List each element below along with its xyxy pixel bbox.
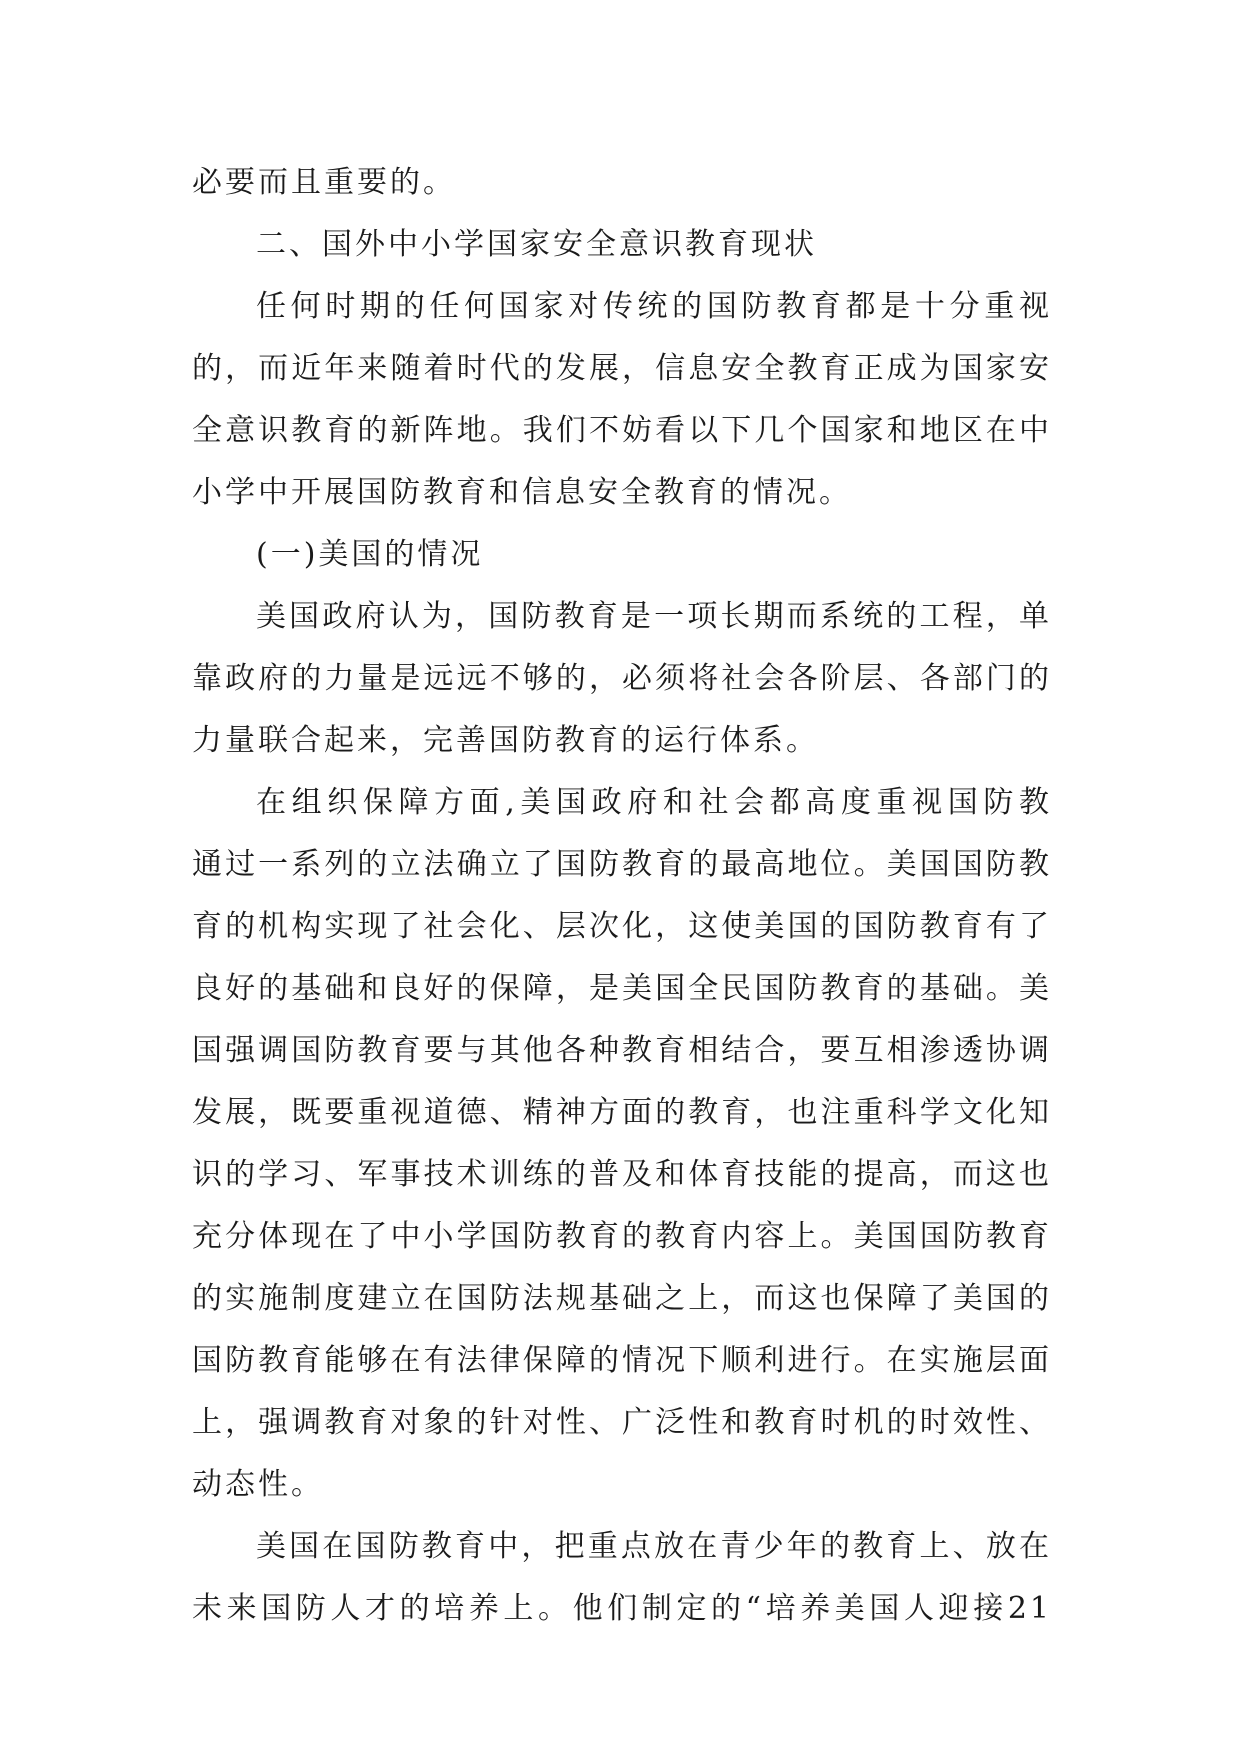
text-line: 上，强调教育对象的针对性、广泛性和教育时机的时效性、 — [192, 1405, 1052, 1440]
text-line: 良好的基础和良好的保障，是美国全民国防教育的基础。美 — [192, 971, 1052, 1006]
text-line: 育的机构实现了社会化、层次化，这使美国的国防教育有了 — [192, 909, 1052, 944]
text-line: 在组织保障方面,美国政府和社会都高度重视国防教 — [256, 785, 1052, 820]
text-line: 力量联合起来，完善国防教育的运行体系。 — [192, 723, 819, 758]
text-line: 美国政府认为，国防教育是一项长期而系统的工程，单 — [256, 599, 1052, 634]
text-line: 国强调国防教育要与其他各种教育相结合，要互相渗透协调 — [192, 1033, 1052, 1068]
text-line: 小学中开展国防教育和信息安全教育的情况。 — [192, 475, 852, 510]
text-line: 必要而且重要的。 — [192, 165, 456, 200]
text-line: 靠政府的力量是远远不够的，必须将社会各阶层、各部门的 — [192, 661, 1052, 696]
text-line: 识的学习、军事技术训练的普及和体育技能的提高，而这也 — [192, 1157, 1052, 1192]
text-line: 任何时期的任何国家对传统的国防教育都是十分重视 — [256, 289, 1052, 324]
text-line: 动态性。 — [192, 1467, 324, 1502]
text-line: 通过一系列的立法确立了国防教育的最高地位。美国国防教 — [192, 847, 1052, 882]
text-line: 充分体现在了中小学国防教育的教育内容上。美国国防教育 — [192, 1219, 1052, 1254]
text-line: 美国在国防教育中，把重点放在青少年的教育上、放在 — [256, 1529, 1052, 1564]
text-line: 国防教育能够在有法律保障的情况下顺利进行。在实施层面 — [192, 1343, 1052, 1378]
text-line: 未来国防人才的培养上。他们制定的“培养美国人迎接21 — [192, 1591, 1052, 1626]
text-line: 的实施制度建立在国防法规基础之上，而这也保障了美国的 — [192, 1281, 1052, 1316]
text-line: 全意识教育的新阵地。我们不妨看以下几个国家和地区在中 — [192, 413, 1052, 448]
text-line: 二、国外中小学国家安全意识教育现状 — [256, 227, 817, 262]
text-line: (一)美国的情况 — [256, 537, 484, 572]
text-line: 发展，既要重视道德、精神方面的教育，也注重科学文化知 — [192, 1095, 1052, 1130]
text-line: 的，而近年来随着时代的发展，信息安全教育正成为国家安 — [192, 351, 1052, 386]
body-text — [192, 152, 1052, 1640]
